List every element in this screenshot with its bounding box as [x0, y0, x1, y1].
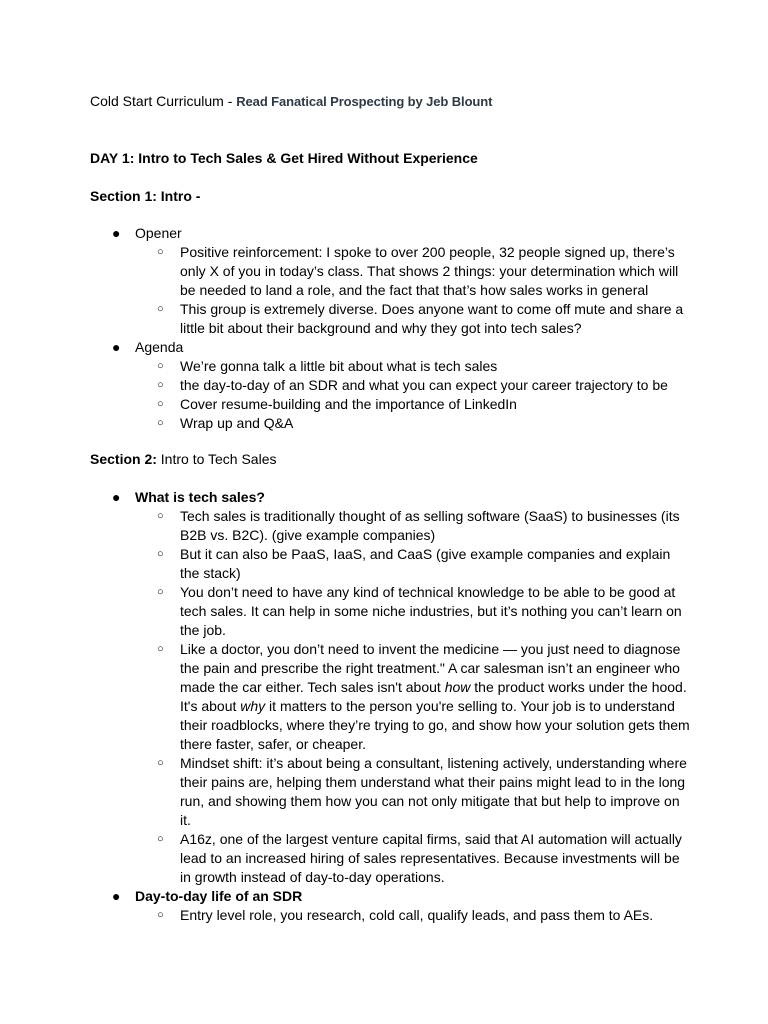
text-segment: Tech sales is traditionally thought of as selling software (SaaS) to businesses (its B2B vs. B2C). (give example companies) — [180, 508, 680, 543]
sub-list-item — [90, 830, 690, 887]
sub-item-text: This group is extremely diverse. Does anyone want to come off mute and share a little bit about their background and why they got into tech sales? — [180, 301, 684, 336]
list-item-label: What is tech sales? — [135, 489, 265, 505]
sub-bullet-icon: ○ — [157, 833, 164, 845]
list-item-label: Opener — [135, 225, 182, 241]
sub-bullet-icon: ○ — [157, 643, 164, 655]
section-2-list — [90, 488, 690, 925]
sub-item-text — [180, 754, 690, 830]
sub-item-text: Positive reinforcement: I spoke to over 200 people, 32 people signed up, there’s only X of you in today’s class. That shows 2 things: your determination which will be needed to land a role, and the fact that that’s how sales works in general — [180, 244, 679, 298]
sub-list-item — [90, 395, 690, 414]
sub-list-item — [90, 754, 690, 830]
sub-bullet-icon: ○ — [157, 757, 164, 769]
text-segment: it matters to the person you're selling to. Your job is to understand their roadblocks, where they’re trying to go, and show how your solution gets them there faster, safer, or cheaper. — [180, 698, 690, 752]
sub-list-item — [90, 507, 690, 545]
section-1-heading: Section 1: Intro - — [90, 188, 201, 204]
sub-list-item — [90, 300, 690, 338]
sub-list-item — [90, 545, 690, 583]
sub-item-text: We’re gonna talk a little bit about what is tech sales — [180, 358, 498, 374]
sub-bullet-icon: ○ — [157, 246, 164, 258]
text-emphasis: why — [240, 698, 266, 714]
section-2-heading — [90, 450, 277, 469]
document-title — [90, 92, 492, 111]
list-item-what-is-tech-sales — [90, 488, 690, 887]
section-1-list — [90, 224, 690, 433]
text-segment: Like a doctor, you don’t need to invent the medicine — you just need to diagnose the pain and prescribe the right treatment." A car salesman isn’t an engineer who made the car either. Tech sales isn't about — [180, 641, 681, 695]
text-segment: A16z, one of the largest venture capital firms, said that AI automation will actually lead to an increased hiring of sales representatives. Because investments will be in growth instead of day-to-day operations. — [180, 831, 682, 885]
sub-bullet-icon: ○ — [157, 909, 164, 921]
text-emphasis: how — [444, 679, 471, 695]
sub-item-text — [180, 583, 690, 640]
title-book-reference: Read Fanatical Prospecting by Jeb Blount — [236, 94, 493, 109]
bullet-icon: ● — [112, 489, 121, 505]
text-segment: Entry level role, you research, cold call, qualify leads, and pass them to AEs. — [180, 907, 654, 923]
sub-list-item — [90, 414, 690, 433]
list-item-opener — [90, 224, 690, 338]
sub-bullet-icon: ○ — [157, 548, 164, 560]
section-2-heading-label: Section 2: — [90, 451, 157, 467]
sub-item-text — [180, 830, 690, 887]
sub-list-item — [90, 243, 690, 300]
sub-item-text — [180, 507, 690, 545]
sub-bullet-icon: ○ — [157, 398, 164, 410]
list-item-label: Agenda — [135, 339, 184, 355]
sub-list — [135, 357, 690, 433]
list-item-agenda — [90, 338, 690, 433]
sub-item-text: Wrap up and Q&A — [180, 415, 294, 431]
bullet-icon: ● — [112, 339, 121, 355]
bullet-icon: ● — [112, 225, 121, 241]
sub-list-item — [90, 357, 690, 376]
day-heading: DAY 1: Intro to Tech Sales & Get Hired Without Experience — [90, 150, 478, 166]
sub-list — [135, 243, 690, 338]
sub-bullet-icon: ○ — [157, 303, 164, 315]
list-item-label: Day-to-day life of an SDR — [135, 888, 303, 904]
sub-list — [135, 507, 690, 887]
sub-item-text: Cover resume-building and the importance of LinkedIn — [180, 396, 517, 412]
text-segment: You don’t need to have any kind of technical knowledge to be able to be good at tech sales. It can help in some niche industries, but it’s nothing you can’t learn on the job. — [180, 584, 682, 638]
sub-item-text — [180, 640, 690, 754]
bullet-icon: ● — [112, 888, 121, 904]
sub-list-item — [90, 376, 690, 395]
sub-item-text — [180, 545, 690, 583]
sub-bullet-icon: ○ — [157, 586, 164, 598]
sub-item-text — [180, 906, 690, 925]
sub-bullet-icon: ○ — [157, 379, 164, 391]
sub-bullet-icon: ○ — [157, 417, 164, 429]
list-item-day-to-day-sdr — [90, 887, 690, 925]
sub-list-item — [90, 583, 690, 640]
sub-bullet-icon: ○ — [157, 360, 164, 372]
sub-bullet-icon: ○ — [157, 510, 164, 522]
sub-list-item — [90, 906, 690, 925]
sub-list-item — [90, 640, 690, 754]
text-segment: Mindset shift: it’s about being a consultant, listening actively, understanding where their pains are, helping them understand what their pains might lead to in the long run, and showing them how you can not only mitigate that but help to improve on it. — [180, 755, 687, 828]
sub-list — [135, 906, 690, 925]
text-segment: the product works under the hood. It's about — [180, 679, 687, 714]
section-2-heading-title: Intro to Tech Sales — [156, 451, 277, 467]
sub-item-text: the day-to-day of an SDR and what you can expect your career trajectory to be — [180, 377, 668, 393]
title-prefix: Cold Start Curriculum - — [90, 93, 237, 109]
text-segment: But it can also be PaaS, IaaS, and CaaS (give example companies and explain the stack) — [180, 546, 671, 581]
